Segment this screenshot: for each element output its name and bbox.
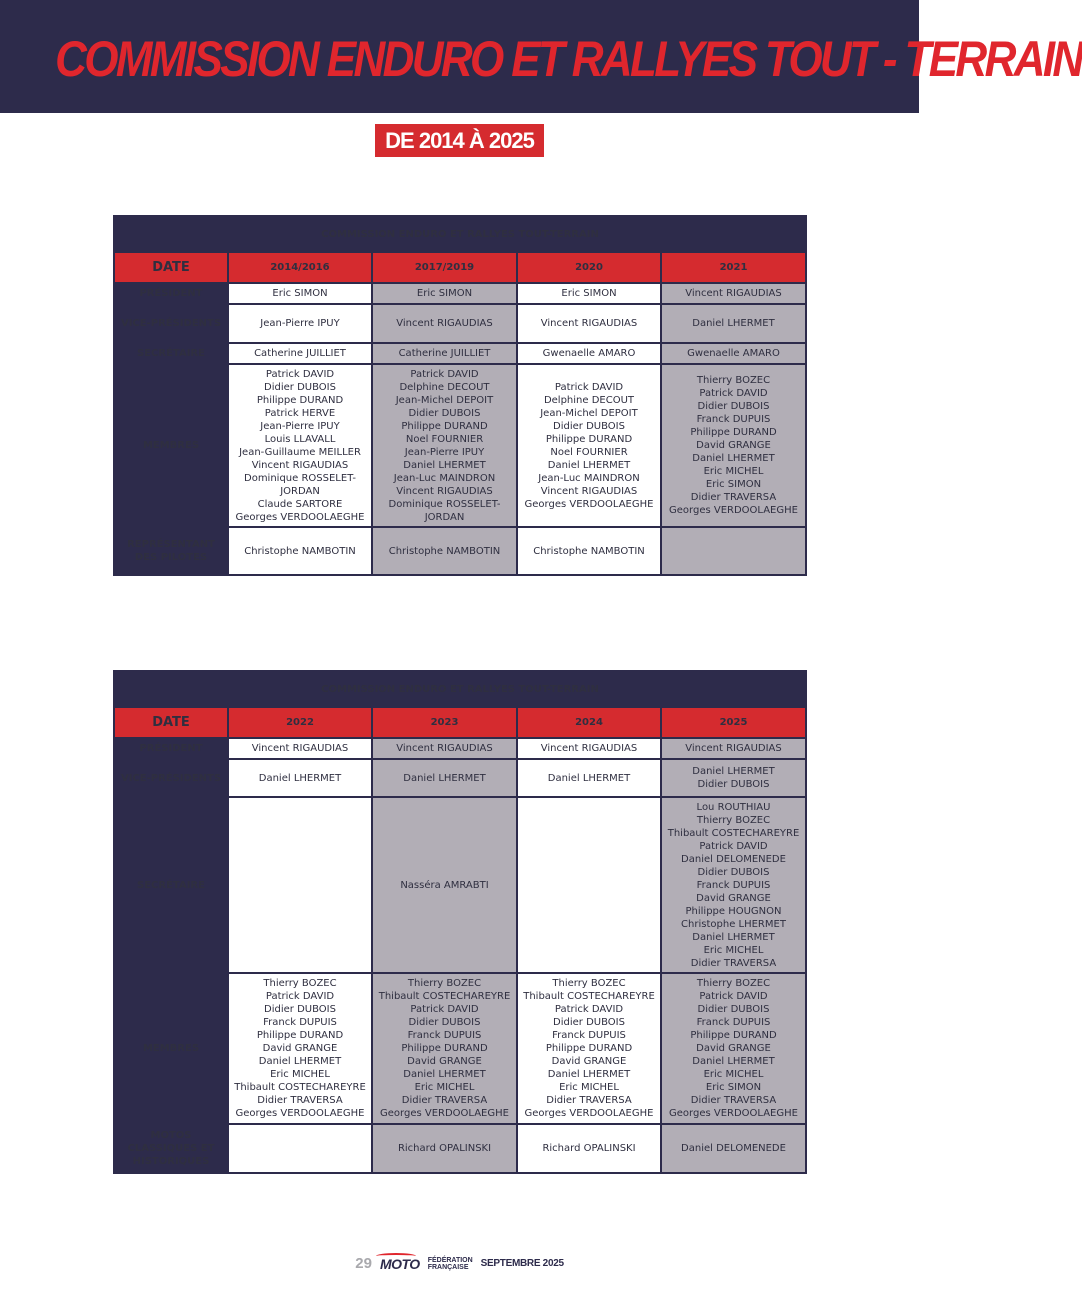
logo-moto-text: MOTO — [379, 1255, 420, 1272]
member-name: Delphine DECOUT — [399, 381, 490, 393]
row-label: VICE-PRÉSIDENTS — [114, 759, 228, 797]
member-name: Jean-Pierre IPUY — [260, 420, 340, 432]
member-name: Vincent RIGAUDIAS — [685, 743, 782, 754]
issue-date: SEPTEMBRE 2025 — [480, 1258, 564, 1269]
member-name: Patrick DAVID — [410, 368, 479, 380]
member-name: Jean-Luc MAINDRON — [538, 472, 640, 484]
role-cell — [372, 797, 517, 973]
member-name: Patrick DAVID — [699, 991, 768, 1002]
logo-federation-text — [428, 1257, 473, 1271]
row-label: MOTOS CLASSIQUES ET HISTORIQUES — [114, 1124, 228, 1173]
member-name: Jean-Pierre IPUY — [260, 318, 340, 329]
role-cell — [661, 283, 806, 304]
member-name: Didier DUBOIS — [697, 401, 770, 412]
role-cell — [228, 527, 372, 575]
member-name: Patrick DAVID — [699, 388, 768, 399]
member-name: Daniel LHERMET — [692, 931, 775, 943]
member-name: Philippe HOUGNON — [685, 905, 782, 917]
role-cell — [228, 797, 372, 973]
ffm-logo — [380, 1256, 420, 1272]
members-cell — [372, 364, 517, 527]
role-cell — [517, 343, 661, 364]
member-name: Claude SARTORE — [257, 498, 343, 510]
member-name: Franck DUPUIS — [263, 1017, 337, 1028]
member-name: Vincent RIGAUDIAS — [540, 485, 638, 497]
vice-presidents-row — [114, 304, 806, 343]
row-label: SECRÉTAIRE — [114, 343, 228, 364]
member-name: Eric SIMON — [416, 288, 473, 299]
member-name: Eric MICHEL — [270, 1069, 330, 1080]
member-name: Franck DUPUIS — [696, 879, 771, 891]
member-name: Didier TRAVERSA — [690, 957, 777, 969]
role-cell — [661, 1124, 806, 1173]
member-name: Thierry BOZEC — [407, 978, 482, 989]
member-name: Franck DUPUIS — [552, 1030, 626, 1041]
member-name: Eric MICHEL — [703, 466, 764, 477]
role-cell — [517, 759, 661, 797]
member-name: Richard OPALINSKI — [397, 1143, 492, 1154]
secretary-row — [114, 343, 806, 364]
logo-swoosh-icon — [376, 1253, 416, 1259]
member-name: Didier DUBOIS — [264, 381, 336, 393]
member-name: Georges VERDOOLAEGHE — [235, 1108, 365, 1119]
member-name: Vincent RIGAUDIAS — [540, 318, 638, 329]
role-cell — [228, 343, 372, 364]
member-name: Georges VERDOOLAEGHE — [235, 511, 365, 523]
member-name: Didier TRAVERSA — [690, 492, 777, 503]
member-name: Jean-Michel DEPOIT — [540, 407, 638, 419]
member-name: Richard OPALINSKI — [542, 1143, 636, 1154]
member-name: Daniel DELOMENEDE — [681, 1143, 786, 1154]
member-name: Jean-Luc MAINDRON — [393, 472, 496, 484]
members-cell — [517, 364, 661, 527]
member-name: Thierry BOZEC — [696, 978, 771, 989]
period-header: 2023 — [372, 707, 517, 738]
member-name: Georges VERDOOLAEGHE — [669, 505, 798, 516]
member-name: Eric MICHEL — [703, 1069, 764, 1080]
member-name: Philippe DURAND — [545, 433, 633, 445]
role-cell — [661, 343, 806, 364]
role-cell — [372, 343, 517, 364]
member-name: David GRANGE — [407, 1056, 482, 1067]
page-title: COMMISSION ENDURO ET RALLYES TOUT - TERRAIN — [55, 31, 1082, 87]
role-cell — [372, 527, 517, 575]
member-name: Daniel LHERMET — [547, 1069, 631, 1080]
member-name: Georges VERDOOLAEGHE — [380, 1108, 509, 1119]
member-name: Philippe DURAND — [690, 427, 777, 438]
row-label: MEMBRES — [114, 364, 228, 527]
member-name: Louis LLAVALL — [264, 433, 336, 445]
date-header: DATE — [114, 707, 228, 738]
members-cell — [372, 973, 517, 1124]
member-name: Daniel LHERMET — [692, 453, 775, 464]
member-name: Eric SIMON — [561, 288, 617, 299]
role-cell — [517, 283, 661, 304]
member-name: David GRANGE — [551, 1056, 627, 1067]
member-name: Daniel LHERMET — [403, 772, 486, 784]
member-name: Patrick DAVID — [265, 991, 335, 1002]
table-title: COMMISSION ENDURO ET RALLYES TOUT-TERRAIN — [114, 216, 806, 252]
member-name: Christophe NAMBOTIN — [388, 545, 501, 557]
member-name: Daniel LHERMET — [547, 459, 631, 471]
period-header: 2020 — [517, 252, 661, 283]
member-name: Vincent RIGAUDIAS — [540, 743, 638, 754]
member-name: Philippe DURAND — [401, 1043, 488, 1054]
member-name: Georges VERDOOLAEGHE — [669, 1108, 798, 1119]
member-name: Thierry BOZEC — [552, 978, 626, 989]
role-cell — [372, 304, 517, 343]
member-name: Philippe DURAND — [690, 1030, 777, 1041]
role-cell — [517, 527, 661, 575]
secretary-row — [114, 797, 806, 973]
members-row — [114, 364, 806, 527]
member-name: Didier TRAVERSA — [401, 1095, 488, 1106]
member-name: Thibault COSTECHAREYRE — [667, 827, 800, 839]
member-name: Philippe DURAND — [545, 1043, 633, 1054]
member-name: Nasséra AMRABTI — [400, 879, 489, 891]
member-name: Patrick DAVID — [554, 1004, 624, 1015]
period-header: 2022 — [228, 707, 372, 738]
member-name: David GRANGE — [696, 892, 771, 904]
commission-table-2022-2025 — [113, 670, 807, 1174]
row-label: VICE-PRÉSIDENTS — [114, 304, 228, 343]
members-cell — [661, 973, 806, 1124]
role-cell — [372, 738, 517, 759]
role-cell — [661, 759, 806, 797]
role-cell — [661, 304, 806, 343]
member-name: Patrick DAVID — [554, 381, 624, 393]
member-name: Daniel LHERMET — [403, 459, 486, 471]
member-name: Didier TRAVERSA — [546, 1095, 632, 1106]
member-name: Daniel LHERMET — [258, 772, 342, 784]
commission-table-2014-2021 — [113, 215, 807, 576]
classic-motos-row — [114, 1124, 806, 1173]
member-name: Franck DUPUIS — [407, 1030, 482, 1041]
member-name: Didier DUBOIS — [553, 420, 625, 432]
members-cell — [517, 973, 661, 1124]
members-cell — [228, 973, 372, 1124]
role-cell — [517, 797, 661, 973]
member-name: Lou ROUTHIAU — [696, 801, 771, 813]
member-name: Didier DUBOIS — [264, 1004, 336, 1015]
member-name: Vincent RIGAUDIAS — [251, 459, 349, 471]
role-cell — [661, 797, 806, 973]
role-cell — [228, 738, 372, 759]
member-name: Noel FOURNIER — [550, 446, 628, 458]
member-name: Didier DUBOIS — [697, 866, 770, 878]
member-name: Thibault COSTECHAREYRE — [234, 1082, 366, 1093]
role-cell — [228, 759, 372, 797]
member-name: Daniel LHERMET — [692, 318, 775, 329]
member-name: Daniel LHERMET — [547, 772, 631, 784]
member-name: Vincent RIGAUDIAS — [396, 318, 493, 329]
member-name: Vincent RIGAUDIAS — [251, 743, 349, 754]
member-name: Philippe DURAND — [401, 420, 488, 432]
row-label: SECRÉTAIRE — [114, 797, 228, 973]
member-name: Eric MICHEL — [559, 1082, 619, 1093]
member-name: Patrick DAVID — [699, 840, 768, 852]
member-name: David GRANGE — [696, 440, 771, 451]
member-name: Georges VERDOOLAEGHE — [524, 498, 654, 510]
member-name: Gwenaelle AMARO — [687, 348, 780, 359]
member-name: Didier DUBOIS — [408, 407, 481, 419]
role-cell — [517, 738, 661, 759]
role-cell — [228, 304, 372, 343]
member-name: Daniel LHERMET — [403, 1069, 486, 1080]
member-name: Catherine JUILLIET — [254, 348, 346, 359]
role-cell — [228, 283, 372, 304]
member-name: Georges VERDOOLAEGHE — [524, 1108, 654, 1119]
member-name: Thibault COSTECHAREYRE — [523, 991, 655, 1002]
row-label: MEMBRES — [114, 973, 228, 1124]
member-name: Vincent RIGAUDIAS — [396, 743, 493, 754]
member-name: Eric SIMON — [705, 479, 762, 490]
member-name: David GRANGE — [262, 1043, 338, 1054]
member-name: Daniel DELOMENEDE — [681, 853, 786, 865]
vice-presidents-row — [114, 759, 806, 797]
member-name: Philippe DURAND — [256, 1030, 344, 1041]
period-header: 2017/2019 — [372, 252, 517, 283]
member-name: Didier TRAVERSA — [257, 1095, 343, 1106]
member-name: Thibault COSTECHAREYRE — [378, 991, 511, 1002]
member-name: Eric MICHEL — [414, 1082, 475, 1093]
logo-line-1: FÉDÉRATION — [427, 1256, 473, 1264]
period-header: 2025 — [661, 707, 806, 738]
member-name: Gwenaelle AMARO — [542, 348, 636, 359]
member-name: Vincent RIGAUDIAS — [396, 485, 493, 497]
member-name: Jean-Pierre IPUY — [404, 446, 485, 458]
member-name: Franck DUPUIS — [696, 414, 771, 425]
member-name: Christophe NAMBOTIN — [533, 545, 645, 557]
role-cell — [517, 1124, 661, 1173]
member-name: Catherine JUILLIET — [398, 348, 491, 359]
period-header: 2024 — [517, 707, 661, 738]
member-name: Didier DUBOIS — [697, 1004, 770, 1015]
date-range-badge: DE 2014 À 2025 — [375, 124, 544, 157]
member-name: Didier DUBOIS — [697, 779, 770, 790]
member-name: Daniel LHERMET — [692, 1056, 775, 1067]
member-name: Delphine DECOUT — [543, 394, 635, 406]
member-name: Didier DUBOIS — [553, 1017, 625, 1028]
member-name: Dominique ROSSELET-JORDAN — [244, 472, 356, 497]
member-name: Eric SIMON — [272, 288, 328, 299]
member-name: Eric SIMON — [705, 1082, 762, 1093]
member-name: Didier DUBOIS — [408, 1017, 481, 1028]
page-number: 29 — [355, 1255, 372, 1272]
member-name: Patrick DAVID — [410, 1004, 479, 1015]
member-name: Daniel LHERMET — [258, 1056, 342, 1067]
role-cell — [661, 527, 806, 575]
row-label: REPRÉSENTANT DES PILOTES — [114, 527, 228, 575]
president-row — [114, 738, 806, 759]
page-footer — [0, 1255, 919, 1275]
role-cell — [228, 1124, 372, 1173]
member-name: Franck DUPUIS — [696, 1017, 771, 1028]
role-cell — [372, 1124, 517, 1173]
period-header: 2014/2016 — [228, 252, 372, 283]
date-header: DATE — [114, 252, 228, 283]
member-name: Daniel LHERMET — [692, 766, 775, 777]
role-cell — [661, 738, 806, 759]
period-header: 2021 — [661, 252, 806, 283]
member-name: Dominique ROSSELET-JORDAN — [388, 498, 501, 523]
members-cell — [228, 364, 372, 527]
row-label: PRÉSIDENT — [114, 283, 228, 304]
member-name: Christophe LHERMET — [681, 918, 786, 930]
member-name: Philippe DURAND — [256, 394, 344, 406]
member-name: Thierry BOZEC — [696, 814, 771, 826]
member-name: Thierry BOZEC — [263, 978, 337, 989]
role-cell — [517, 304, 661, 343]
members-row — [114, 973, 806, 1124]
member-name: Jean-Michel DEPOIT — [395, 394, 494, 406]
logo-line-2: FRANÇAISE — [427, 1263, 469, 1271]
president-row — [114, 283, 806, 304]
table-title: COMMISSION ENDURO ET RALLYES TOUT-TERRAIN — [114, 671, 806, 707]
pilot-representative-row — [114, 527, 806, 575]
role-cell — [372, 283, 517, 304]
member-name: Noel FOURNIER — [405, 433, 484, 445]
member-name: Eric MICHEL — [703, 944, 764, 956]
members-cell — [661, 364, 806, 527]
member-name: Patrick DAVID — [265, 368, 335, 380]
row-label: PRÉSIDENT — [114, 738, 228, 759]
member-name: Vincent RIGAUDIAS — [685, 288, 782, 299]
member-name: Thierry BOZEC — [696, 375, 771, 386]
member-name: Jean-Guillaume MEILLER — [239, 446, 361, 458]
member-name: Didier TRAVERSA — [690, 1095, 777, 1106]
member-name: David GRANGE — [696, 1043, 771, 1054]
member-name: Christophe NAMBOTIN — [244, 545, 356, 557]
member-name: Patrick HERVE — [264, 407, 336, 419]
role-cell — [372, 759, 517, 797]
